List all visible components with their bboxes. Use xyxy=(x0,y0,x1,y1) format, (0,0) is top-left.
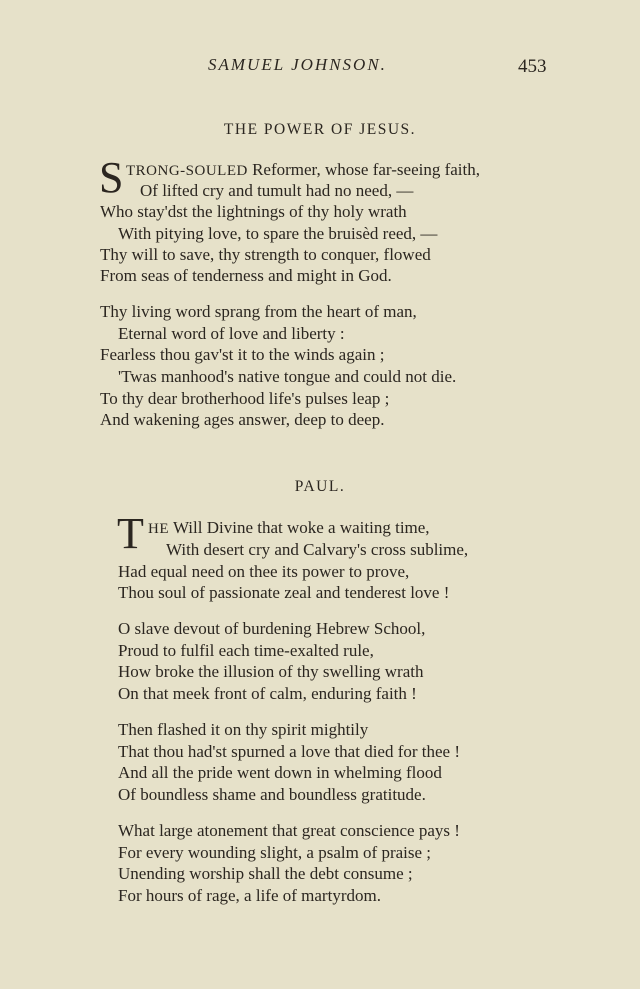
first-line-rest: Reformer, whose far-seeing faith, xyxy=(247,160,480,179)
poem-line: That thou had'st spurned a love that died for thee ! xyxy=(118,742,461,761)
poem-line: From seas of tenderness and might in God. xyxy=(100,266,392,285)
poem-line: Unending worship shall the debt consume ; xyxy=(118,864,413,883)
poem-line: Eternal word of love and liberty : xyxy=(118,324,345,343)
poem-line xyxy=(126,160,480,181)
poem-line: Fearless thou gav'st it to the winds again ; xyxy=(100,345,385,364)
poem-line: To thy dear brotherhood life's pulses leap ; xyxy=(100,389,390,408)
poem-line: And wakening ages answer, deep to deep. xyxy=(100,410,385,429)
poem-line: Then flashed it on thy spirit mightily xyxy=(118,720,369,739)
poem-line: For every wounding slight, a psalm of praise ; xyxy=(118,843,432,862)
poem-line: And all the pride went down in whelming flood xyxy=(118,763,442,782)
poem-line: With pitying love, to spare the bruisèd reed, — xyxy=(118,224,438,243)
poem-line: Who stay'dst the lightnings of thy holy wrath xyxy=(100,202,407,221)
poem-line: What large atonement that great conscience pays ! xyxy=(118,821,460,840)
poem-line: Proud to fulfil each time-exalted rule, xyxy=(118,641,374,660)
poem-line: Thy living word sprang from the heart of man, xyxy=(100,302,417,321)
poem-line: Had equal need on thee its power to prove, xyxy=(118,562,410,581)
poem-title: PAUL. xyxy=(294,478,346,495)
poem-line: Of lifted cry and tumult had no need, — xyxy=(140,181,414,200)
poem-line: 'Twas manhood's native tongue and could not die. xyxy=(118,367,457,386)
poem-line: O slave devout of burdening Hebrew School, xyxy=(118,619,426,638)
poem-line xyxy=(148,518,430,539)
poem-line: With desert cry and Calvary's cross sublime, xyxy=(166,540,469,559)
poem-line: Thy will to save, thy strength to conquer, flowed xyxy=(100,245,431,264)
first-line-rest: Will Divine that woke a waiting time, xyxy=(169,518,430,537)
drop-cap: T xyxy=(117,509,144,558)
first-word-caps: HE xyxy=(148,521,169,537)
poem-title: THE POWER OF JESUS. xyxy=(223,121,417,138)
page-number: 453 xyxy=(518,56,547,77)
drop-cap: S xyxy=(99,153,124,202)
first-word-caps: TRONG-SOULED xyxy=(126,163,248,179)
poem-line: Of boundless shame and boundless gratitude. xyxy=(118,785,426,804)
poem-line: Thou soul of passionate zeal and tenderest love ! xyxy=(118,583,450,602)
running-title: SAMUEL JOHNSON. xyxy=(208,55,387,74)
poem-line: How broke the illusion of thy swelling wrath xyxy=(118,662,424,681)
poem-line: On that meek front of calm, enduring faith ! xyxy=(118,684,417,703)
poem-line: For hours of rage, a life of martyrdom. xyxy=(118,886,381,905)
